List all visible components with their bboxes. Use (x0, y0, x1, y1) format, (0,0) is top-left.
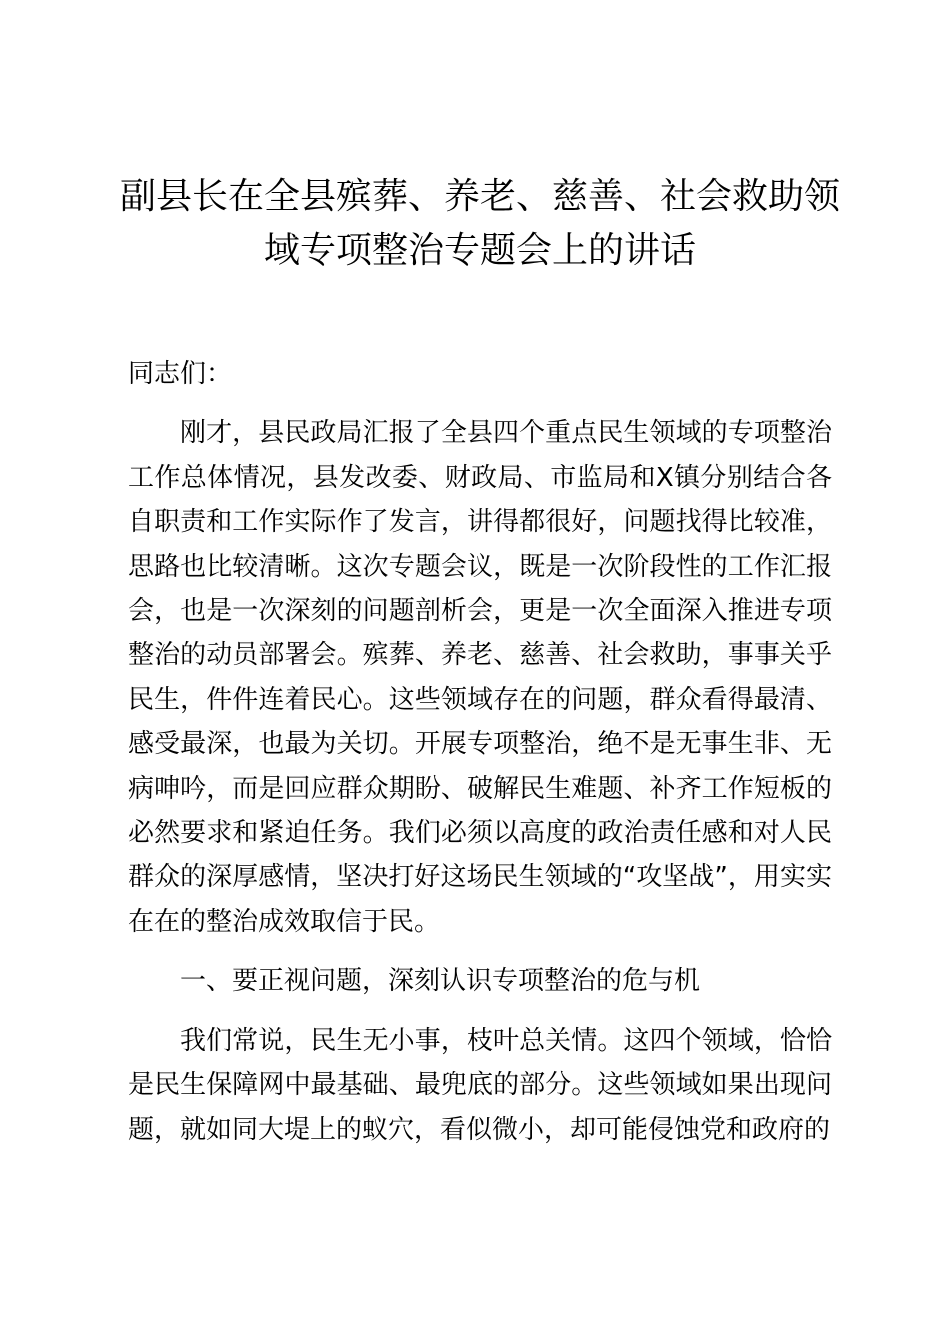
title-line-1: 副县长在全县殡葬、养老、慈善、社会救助领 (119, 176, 840, 217)
paragraph-2: 我们常说，民生无小事，枝叶总关情。这四个领域，恰恰是民生保障网中最基础、最兜底的部分。这些领域如果出现问题，就如同大堤上的蚁穴，看似微小，却可能侵蚀党和政府的 (128, 1025, 832, 1145)
title-line-2: 域专项整治专题会上的讲话 (263, 230, 696, 271)
greeting: 同志们： (128, 359, 233, 389)
document-title (110, 170, 850, 278)
paragraph-1: 刚才，县民政局汇报了全县四个重点民生领域的专项整治工作总体情况，县发改委、财政局、市监局和X镇分别结合各自职责和工作实际作了发言，讲得都很好，问题找得比较准，思路也比较清晰。这次专题会议，既是一次阶段性的工作汇报会，也是一次深刻的问题剖析会，更是一次全面深入推进专项整治的动员部署会。殡葬、养老、慈善、社会救助，事事关乎民生，件件连着民心。这些领域存在的问题，群众看得最清、感受最深，也最为关切。开展专项整治，绝不是无事生非、无病呻吟，而是回应群众期盼、破解民生难题、补齐工作短板的必然要求和紧迫任务。我们必须以高度的政治责任感和对人民群众的深厚感情，坚决打好这场民生领域的“攻坚战”，用实实在在的整治成效取信于民。 (128, 418, 832, 937)
section-heading-1: 一、要正视问题，深刻认识专项整治的危与机 (180, 966, 701, 997)
document-body (128, 352, 832, 1152)
